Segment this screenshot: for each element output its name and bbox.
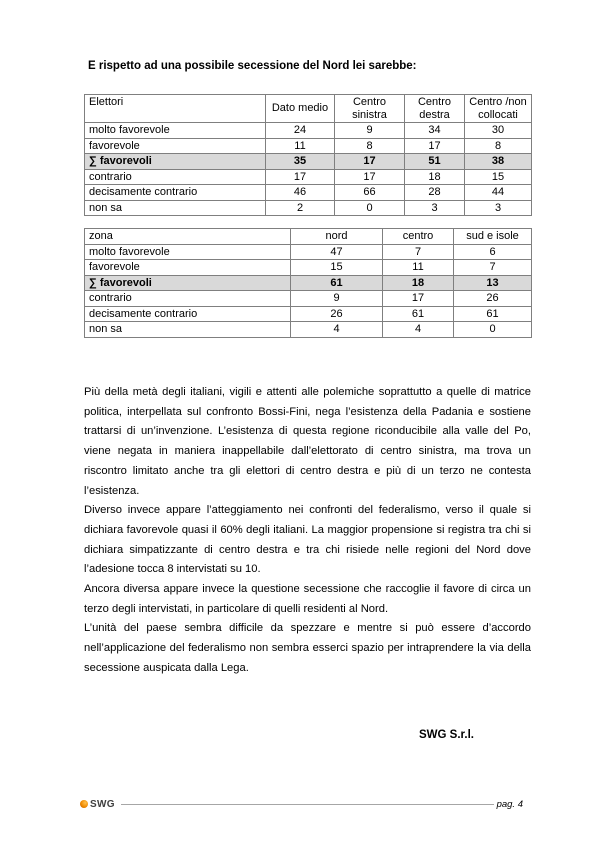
table-row (85, 244, 532, 260)
column-header: Centro sinistra (335, 95, 405, 123)
cell-value: 18 (383, 275, 454, 291)
column-header: centro (383, 229, 454, 245)
table-row (85, 291, 532, 307)
cell-value: 26 (291, 306, 383, 322)
table-row (85, 185, 532, 201)
row-label: contrario (85, 291, 291, 307)
table-row-sum (85, 154, 532, 170)
cell-value: 2 (266, 200, 335, 216)
cell-value: 26 (454, 291, 532, 307)
cell-value: 8 (335, 138, 405, 154)
table-row (85, 138, 532, 154)
table-row (85, 169, 532, 185)
cell-value: 17 (335, 169, 405, 185)
cell-value: 15 (291, 260, 383, 276)
page-title: E rispetto ad una possibile secessione del Nord lei sarebbe: (88, 60, 417, 72)
row-label: favorevole (85, 260, 291, 276)
cell-value: 18 (405, 169, 465, 185)
cell-value: 4 (383, 322, 454, 338)
cell-value: 9 (335, 123, 405, 139)
cell-value: 44 (465, 185, 532, 201)
cell-value: 61 (291, 275, 383, 291)
page-number: pag. 4 (496, 798, 523, 810)
table-row (85, 322, 532, 338)
cell-value: 38 (465, 154, 532, 170)
cell-value: 30 (465, 123, 532, 139)
cell-value: 17 (335, 154, 405, 170)
table-row (85, 123, 532, 139)
paragraph: L’unità del paese sembra difficile da spezzare e mentre si può essere d’accordo nell’applicazione del federalismo non sembra esserci spazio per intraprendere la via della secessione auspicata dalla Lega. (84, 622, 531, 674)
table-row (85, 306, 532, 322)
cell-value: 0 (454, 322, 532, 338)
cell-value: 47 (291, 244, 383, 260)
column-header: zona (85, 229, 291, 245)
cell-value: 0 (335, 200, 405, 216)
row-label: molto favorevole (85, 244, 291, 260)
cell-value: 66 (335, 185, 405, 201)
table-row (85, 200, 532, 216)
paragraph: Ancora diversa appare invece la questione secessione che raccoglie il favore di circa un terzo degli intervistati, in particolare di quelli residenti al Nord. (84, 583, 531, 615)
column-header: Centro /non collocati (465, 95, 532, 123)
cell-value: 6 (454, 244, 532, 260)
column-header: Dato medio (266, 95, 335, 123)
cell-value: 46 (266, 185, 335, 201)
row-label: ∑ favorevoli (85, 154, 266, 170)
signature: SWG S.r.l. (419, 729, 474, 741)
table-row-sum (85, 275, 532, 291)
cell-value: 61 (454, 306, 532, 322)
cell-value: 4 (291, 322, 383, 338)
cell-value: 17 (405, 138, 465, 154)
swg-logo-dot-icon (80, 800, 88, 808)
cell-value: 9 (291, 291, 383, 307)
cell-value: 35 (266, 154, 335, 170)
cell-value: 7 (383, 244, 454, 260)
swg-logo (80, 799, 115, 810)
cell-value: 34 (405, 123, 465, 139)
cell-value: 8 (465, 138, 532, 154)
cell-value: 28 (405, 185, 465, 201)
row-label: ∑ favorevoli (85, 275, 291, 291)
column-header: sud e isole (454, 229, 532, 245)
cell-value: 7 (454, 260, 532, 276)
table-header-row (85, 229, 532, 245)
row-label: non sa (85, 200, 266, 216)
row-label: decisamente contrario (85, 306, 291, 322)
table-elettori (84, 94, 532, 216)
swg-logo-text: SWG (90, 798, 115, 810)
cell-value: 61 (383, 306, 454, 322)
cell-value: 17 (383, 291, 454, 307)
cell-value: 17 (266, 169, 335, 185)
row-label: decisamente contrario (85, 185, 266, 201)
cell-value: 24 (266, 123, 335, 139)
cell-value: 11 (383, 260, 454, 276)
table-header-row (85, 95, 532, 123)
paragraph: Diverso invece appare l’atteggiamento nei confronti del federalismo, verso il quale si dichiara favorevole quasi il 60% degli italiani. La maggior propensione si registra tra chi si dichiara simpatizzante di centro destra e tra chi risiede nelle regioni del Nord dove l’adesione tocca 8 intervistati su 10. (84, 504, 531, 576)
cell-value: 15 (465, 169, 532, 185)
table-row (85, 260, 532, 276)
cell-value: 3 (465, 200, 532, 216)
column-header: Elettori (85, 95, 266, 123)
cell-value: 3 (405, 200, 465, 216)
row-label: molto favorevole (85, 123, 266, 139)
cell-value: 13 (454, 275, 532, 291)
table-zona (84, 228, 532, 338)
cell-value: 51 (405, 154, 465, 170)
column-header: nord (291, 229, 383, 245)
cell-value: 11 (266, 138, 335, 154)
row-label: contrario (85, 169, 266, 185)
footer-divider (121, 804, 494, 805)
page-footer (80, 796, 523, 812)
row-label: non sa (85, 322, 291, 338)
column-header: Centro destra (405, 95, 465, 123)
body-text (84, 383, 531, 679)
row-label: favorevole (85, 138, 266, 154)
paragraph: Più della metà degli italiani, vigili e attenti alle polemiche soprattutto a quelle di matrice politica, interpellata sul confronto Bossi-Fini, nega l’esistenza della Padania e sostiene trattarsi di un’invenzione. L’esistenza di questa regione riconducibile alla valle del Po, viene negata in maniera inappellabile dall’elettorato di centro sinistra, ma trova un riscontro limitato anche tra gli elettori di centro destra e più di un terzo ne contesta l’esistenza. (84, 386, 531, 497)
